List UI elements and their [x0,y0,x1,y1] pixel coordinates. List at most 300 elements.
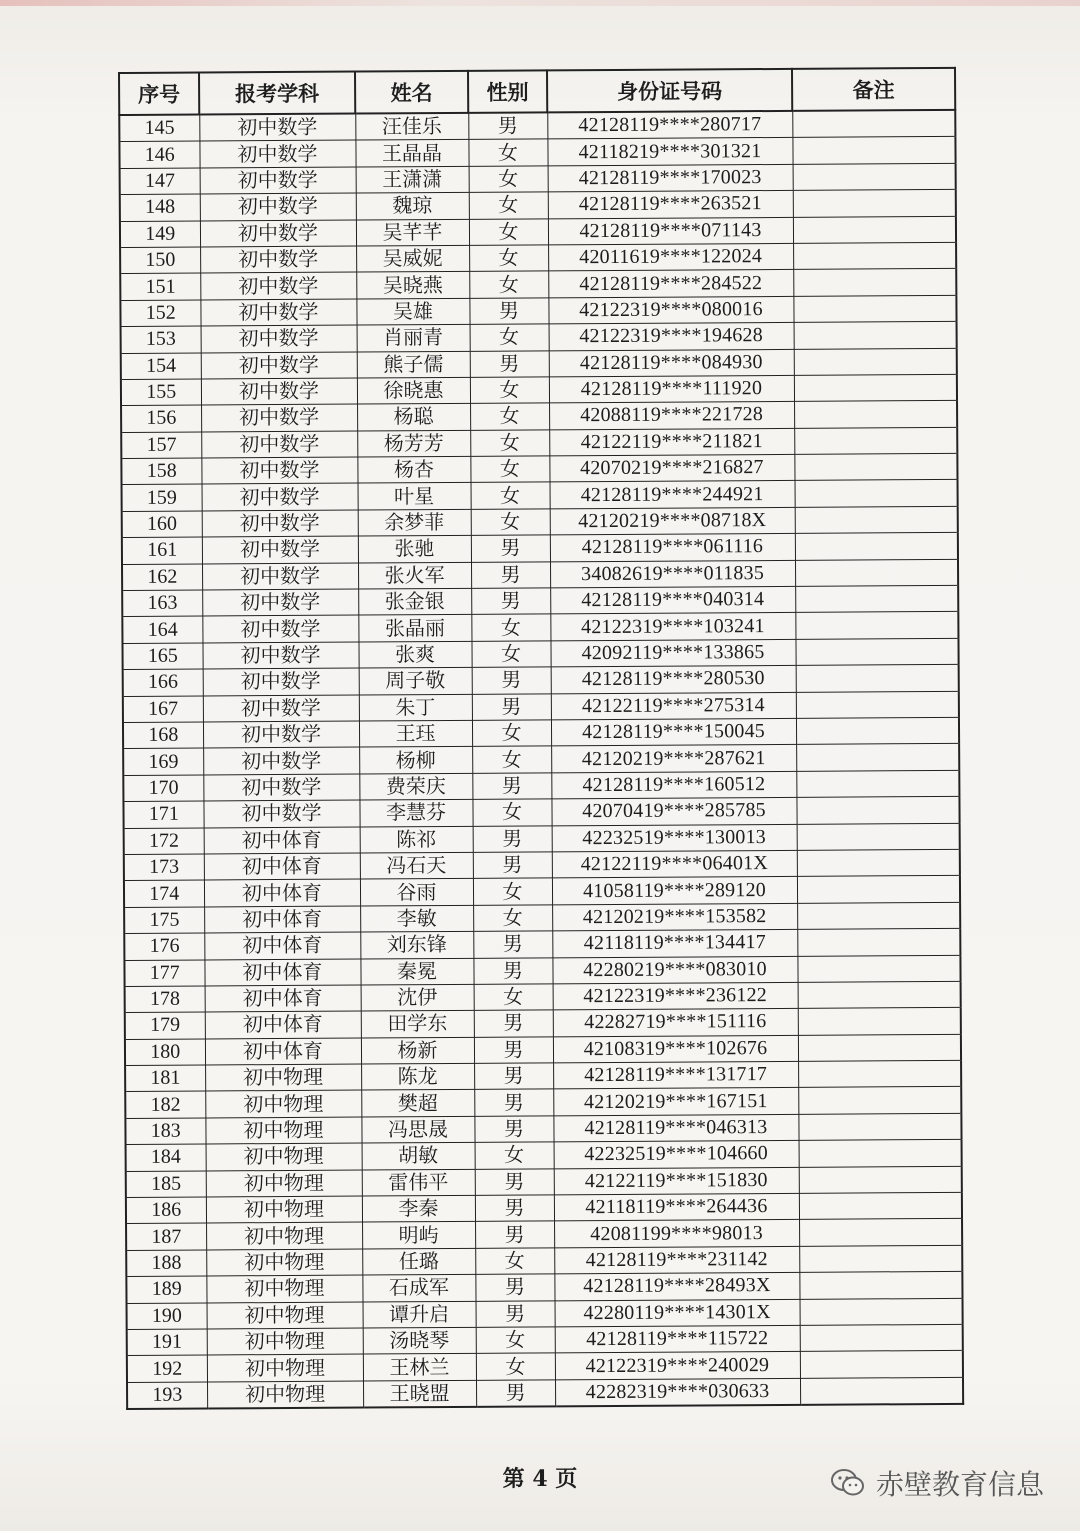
cell-seq: 174 [124,880,204,907]
cell-name: 王潇潇 [356,166,469,193]
cell-id: 42092119****133865 [550,639,795,667]
cell-seq: 172 [124,828,204,855]
cell-name: 张金银 [358,588,471,615]
cell-subject: 初中物理 [206,1222,362,1249]
cell-seq: 166 [123,669,203,696]
cell-name: 汤晓琴 [363,1327,476,1354]
cell-seq: 177 [124,959,204,986]
cell-id: 42118119****134417 [552,929,797,957]
watermark-text: 赤壁教育信息 [875,1468,1044,1501]
cell-gender: 男 [472,667,551,694]
cell-gender: 女 [473,878,552,905]
cell-note [794,374,957,401]
cell-seq: 185 [126,1171,206,1198]
cell-seq: 168 [123,722,203,749]
cell-note [794,453,957,480]
cell-note [793,242,956,269]
cell-id: 42122119****151830 [554,1167,799,1195]
cell-gender: 女 [470,430,549,457]
cell-seq: 146 [119,141,199,168]
header-id: 身份证号码 [547,69,792,112]
cell-id: 42128119****061116 [550,534,795,562]
cell-id: 42120219****167151 [553,1088,798,1116]
cell-subject: 初中数学 [200,220,356,247]
cell-name: 刘东锋 [360,931,473,958]
cell-gender: 男 [475,1221,554,1248]
header-note: 备注 [792,68,955,111]
cell-gender: 女 [471,614,550,641]
cell-gender: 男 [473,931,552,958]
cell-name: 胡敏 [362,1143,475,1170]
cell-subject: 初中数学 [203,668,359,695]
cell-name: 沈伊 [361,984,474,1011]
cell-gender: 女 [476,1353,555,1380]
cell-name: 杨杏 [357,456,470,483]
cell-seq: 151 [120,273,200,300]
cell-note [797,823,960,850]
cell-subject: 初中数学 [200,167,356,194]
cell-seq: 149 [120,221,200,248]
cell-seq: 187 [126,1223,206,1250]
cell-id: 42280219****083010 [552,956,797,984]
cell-note [798,1113,961,1140]
cell-note [800,1324,963,1351]
cell-name: 吴雄 [356,298,469,325]
cell-note [793,295,956,322]
cell-name: 陈龙 [361,1063,474,1090]
cell-name: 樊超 [361,1090,474,1117]
cell-id: 42108319****102676 [553,1035,798,1063]
cell-id: 42011619****122024 [548,243,793,271]
cell-note [799,1245,962,1272]
cell-seq: 156 [121,405,201,432]
cell-name: 吴威妮 [356,245,469,272]
cell-name: 杨新 [361,1037,474,1064]
cell-name: 李秦 [362,1195,475,1222]
cell-subject: 初中体育 [204,959,360,986]
cell-note [796,744,959,771]
cell-note [795,638,958,665]
cell-note [797,928,960,955]
cell-name: 叶星 [358,483,471,510]
cell-subject: 初中物理 [207,1328,363,1355]
cell-note [797,849,960,876]
cell-seq: 193 [127,1382,207,1409]
cell-note [800,1351,963,1378]
cell-seq: 152 [120,300,200,327]
cell-subject: 初中物理 [207,1354,363,1381]
cell-gender: 女 [472,720,551,747]
cell-id: 42081199****98013 [554,1220,799,1248]
cell-subject: 初中数学 [202,510,358,537]
cell-name: 费荣庆 [359,773,472,800]
cell-subject: 初中体育 [204,879,360,906]
cell-seq: 184 [126,1144,206,1171]
cell-note [799,1219,962,1246]
header-gender: 性别 [468,70,547,112]
cell-id: 34082619****011835 [550,560,795,588]
cell-gender: 男 [471,562,550,589]
cell-subject: 初中数学 [200,193,356,220]
cell-gender: 女 [469,245,548,272]
cell-id: 42118219****301321 [547,138,792,166]
cell-gender: 男 [473,957,552,984]
cell-gender: 女 [469,218,548,245]
cell-note [795,533,958,560]
cell-seq: 192 [127,1355,207,1382]
cell-id: 42128119****071143 [548,217,793,245]
cell-seq: 186 [126,1197,206,1224]
cell-subject: 初中数学 [202,642,358,669]
cell-name: 周子敬 [359,668,472,695]
cell-note [798,1060,961,1087]
cell-id: 42128119****231142 [554,1246,799,1274]
cell-id: 42128119****084930 [549,349,794,377]
cell-note [799,1140,962,1167]
cell-gender: 男 [473,852,552,879]
cell-name: 张晶丽 [358,615,471,642]
cell-id: 42120219****08718X [550,507,795,535]
cell-note [796,717,959,744]
cell-name: 雷伟平 [362,1169,475,1196]
cell-subject: 初中数学 [203,747,359,774]
cell-seq: 154 [121,353,201,380]
cell-id: 42122319****103241 [550,613,795,641]
cell-note [799,1272,962,1299]
cell-seq: 150 [120,247,200,274]
cell-note [799,1192,962,1219]
cell-subject: 初中物理 [206,1196,362,1223]
cell-name: 李敏 [360,905,473,932]
cell-gender: 女 [469,166,548,193]
cell-seq: 190 [127,1303,207,1330]
cell-id: 42070419****285785 [551,798,796,826]
cell-name: 明屿 [362,1222,475,1249]
cell-name: 石成军 [362,1275,475,1302]
cell-gender: 男 [475,1168,554,1195]
cell-name: 任璐 [362,1248,475,1275]
cell-id: 42122119****06401X [552,850,797,878]
cell-note [792,137,955,164]
cell-subject: 初中数学 [200,272,356,299]
cell-seq: 162 [122,564,202,591]
cell-gender: 女 [474,984,553,1011]
cell-subject: 初中体育 [204,853,360,880]
watermark [830,1463,1044,1503]
cell-id: 42128119****115722 [555,1325,800,1353]
cell-id: 42122319****080016 [548,296,793,324]
cell-seq: 189 [126,1276,206,1303]
cell-name: 陈祁 [360,826,473,853]
cell-note [794,401,957,428]
cell-gender: 女 [470,324,549,351]
cell-gender: 男 [472,693,551,720]
cell-id: 42128119****131717 [553,1061,798,1089]
cell-subject: 初中体育 [205,985,361,1012]
cell-gender: 男 [474,1010,553,1037]
cell-note [794,348,957,375]
cell-note [793,216,956,243]
cell-note [792,110,955,138]
cell-subject: 初中数学 [203,800,359,827]
cell-name: 杨芳芳 [357,430,470,457]
cell-subject: 初中数学 [202,615,358,642]
cell-note [793,163,956,190]
cell-seq: 159 [122,484,202,511]
cell-gender: 女 [470,377,549,404]
cell-id: 42128119****040314 [550,586,795,614]
cell-gender: 男 [476,1300,555,1327]
cell-subject: 初中体育 [205,1011,361,1038]
cell-subject: 初中物理 [205,1090,361,1117]
cell-seq: 180 [125,1039,205,1066]
cell-id: 42282719****151116 [553,1009,798,1037]
cell-gender: 女 [470,403,549,430]
cell-gender: 男 [476,1380,555,1407]
cell-id: 42122119****275314 [551,692,796,720]
cell-seq: 147 [120,168,200,195]
cell-name: 熊子儒 [357,351,470,378]
cell-name: 王林兰 [363,1354,476,1381]
cell-seq: 183 [125,1118,205,1145]
cell-name: 吴芊芊 [356,219,469,246]
cell-id: 42128119****284522 [548,270,793,298]
cell-gender: 女 [471,641,550,668]
cell-subject: 初中数学 [201,431,357,458]
cell-subject: 初中数学 [202,536,358,563]
cell-gender: 男 [473,825,552,852]
cell-id: 42122319****236122 [553,982,798,1010]
cell-id: 42232519****130013 [552,824,797,852]
cell-subject: 初中数学 [201,378,357,405]
cell-name: 杨聪 [357,404,470,431]
cell-name: 张驰 [358,536,471,563]
cell-gender: 男 [471,588,550,615]
cell-note [793,190,956,217]
cell-gender: 男 [469,298,548,325]
cell-seq: 164 [122,616,202,643]
cell-seq: 161 [122,537,202,564]
cell-gender: 女 [472,746,551,773]
cell-id: 42128119****28493X [554,1273,799,1301]
cell-gender: 女 [468,139,547,166]
cell-note [799,1166,962,1193]
candidate-table [118,67,964,1410]
cell-seq: 153 [121,326,201,353]
cell-note [797,955,960,982]
cell-seq: 163 [122,590,202,617]
cell-note [795,585,958,612]
cell-name: 肖丽青 [357,324,470,351]
cell-subject: 初中数学 [202,589,358,616]
cell-name: 田学东 [361,1011,474,1038]
cell-gender: 女 [475,1142,554,1169]
cell-seq: 179 [125,1012,205,1039]
cell-name: 李慧芬 [359,800,472,827]
cell-gender: 男 [470,350,549,377]
cell-note [793,269,956,296]
cell-subject: 初中数学 [203,695,359,722]
page-number: 第 4 页 [502,1466,578,1492]
cell-note [798,1034,961,1061]
cell-name: 吴晓燕 [356,272,469,299]
cell-name: 王晓盟 [363,1380,476,1408]
cell-note [796,691,959,718]
cell-subject: 初中数学 [201,325,357,352]
cell-note [796,665,959,692]
header-seq: 序号 [119,73,199,115]
cell-gender: 女 [475,1248,554,1275]
cell-seq: 148 [120,194,200,221]
cell-gender: 女 [472,799,551,826]
cell-seq: 188 [126,1250,206,1277]
cell-name: 汪佳乐 [355,113,468,141]
cell-name: 杨柳 [359,747,472,774]
cell-seq: 171 [123,801,203,828]
cell-note [797,902,960,929]
header-subject: 报考学科 [199,72,355,115]
cell-gender: 男 [475,1195,554,1222]
cell-note [795,559,958,586]
cell-note [794,427,957,454]
cell-subject: 初中数学 [201,457,357,484]
cell-name: 张火军 [358,562,471,589]
cell-subject: 初中数学 [199,114,355,142]
cell-seq: 175 [124,907,204,934]
table-header-row [119,68,955,115]
cell-name: 徐晓惠 [357,377,470,404]
cell-name: 冯石天 [360,852,473,879]
cell-seq: 167 [123,696,203,723]
cell-id: 42128119****150045 [551,718,796,746]
table-row [127,1377,963,1409]
cell-subject: 初中物理 [206,1249,362,1276]
table-body [119,110,963,1409]
cell-subject: 初中物理 [205,1117,361,1144]
cell-seq: 169 [123,748,203,775]
cell-name: 张爽 [358,641,471,668]
cell-note [795,480,958,507]
cell-name: 朱丁 [359,694,472,721]
cell-subject: 初中物理 [206,1143,362,1170]
cell-subject: 初中物理 [206,1275,362,1302]
cell-gender: 女 [473,905,552,932]
cell-gender: 男 [471,535,550,562]
cell-note [800,1377,963,1405]
cell-seq: 170 [123,775,203,802]
cell-id: 42128119****046313 [553,1114,798,1142]
cell-note [798,1087,961,1114]
cell-id: 42232519****104660 [554,1141,799,1169]
cell-id: 42122119****211821 [549,428,794,456]
cell-subject: 初中物理 [207,1381,363,1409]
cell-seq: 145 [119,115,199,142]
cell-seq: 191 [127,1329,207,1356]
cell-subject: 初中数学 [202,484,358,511]
cell-seq: 182 [125,1091,205,1118]
cell-subject: 初中体育 [204,932,360,959]
cell-id: 42128119****280717 [547,111,792,139]
cell-gender: 男 [474,1063,553,1090]
cell-seq: 158 [121,458,201,485]
cell-subject: 初中数学 [200,246,356,273]
cell-note [796,770,959,797]
cell-id: 42128119****170023 [548,164,793,192]
cell-id: 41058119****289120 [552,877,797,905]
cell-note [800,1298,963,1325]
cell-subject: 初中数学 [202,563,358,590]
cell-gender: 男 [474,1116,553,1143]
cell-subject: 初中体育 [205,1038,361,1065]
cell-id: 42118119****264436 [554,1193,799,1221]
cell-name: 余梦菲 [358,509,471,536]
cell-seq: 178 [125,986,205,1013]
cell-id: 42128119****280530 [551,666,796,694]
cell-seq: 160 [122,511,202,538]
cell-seq: 173 [124,854,204,881]
cell-subject: 初中数学 [201,404,357,431]
cell-id: 42282319****030633 [555,1378,800,1406]
cell-gender: 男 [468,112,547,139]
cell-note [796,797,959,824]
cell-id: 42070219****216827 [549,454,794,482]
cell-gender: 男 [472,773,551,800]
cell-seq: 165 [122,643,202,670]
cell-subject: 初中数学 [203,721,359,748]
cell-gender: 女 [471,482,550,509]
cell-name: 秦冕 [360,958,473,985]
page-edge [0,0,1080,6]
cell-gender: 女 [469,271,548,298]
cell-name: 谷雨 [360,879,473,906]
cell-subject: 初中体育 [204,906,360,933]
cell-subject: 初中物理 [205,1064,361,1091]
cell-gender: 女 [476,1327,555,1354]
cell-gender: 男 [474,1089,553,1116]
cell-gender: 男 [475,1274,554,1301]
cell-subject: 初中数学 [199,140,355,167]
cell-gender: 男 [474,1037,553,1064]
cell-seq: 181 [125,1065,205,1092]
cell-id: 42122319****194628 [549,323,794,351]
cell-subject: 初中数学 [201,352,357,379]
cell-gender: 女 [470,456,549,483]
cell-id: 42088119****221728 [549,402,794,430]
cell-seq: 176 [124,933,204,960]
cell-id: 42128119****111920 [549,375,794,403]
cell-subject: 初中数学 [203,774,359,801]
cell-id: 42120219****153582 [552,903,797,931]
cell-id: 42120219****287621 [551,745,796,773]
cell-gender: 女 [469,192,548,219]
wechat-icon [830,1468,866,1498]
cell-seq: 157 [121,432,201,459]
cell-id: 42122319****240029 [555,1352,800,1380]
cell-id: 42128119****160512 [551,771,796,799]
cell-subject: 初中数学 [200,299,356,326]
cell-name: 王珏 [359,720,472,747]
cell-note [798,1008,961,1035]
cell-note [798,981,961,1008]
cell-subject: 初中体育 [204,827,360,854]
cell-gender: 女 [471,509,550,536]
cell-name: 冯思晟 [361,1116,474,1143]
cell-note [794,322,957,349]
cell-id: 42128119****263521 [548,191,793,219]
cell-note [795,612,958,639]
cell-id: 42128119****244921 [550,481,795,509]
cell-name: 魏琼 [356,193,469,220]
